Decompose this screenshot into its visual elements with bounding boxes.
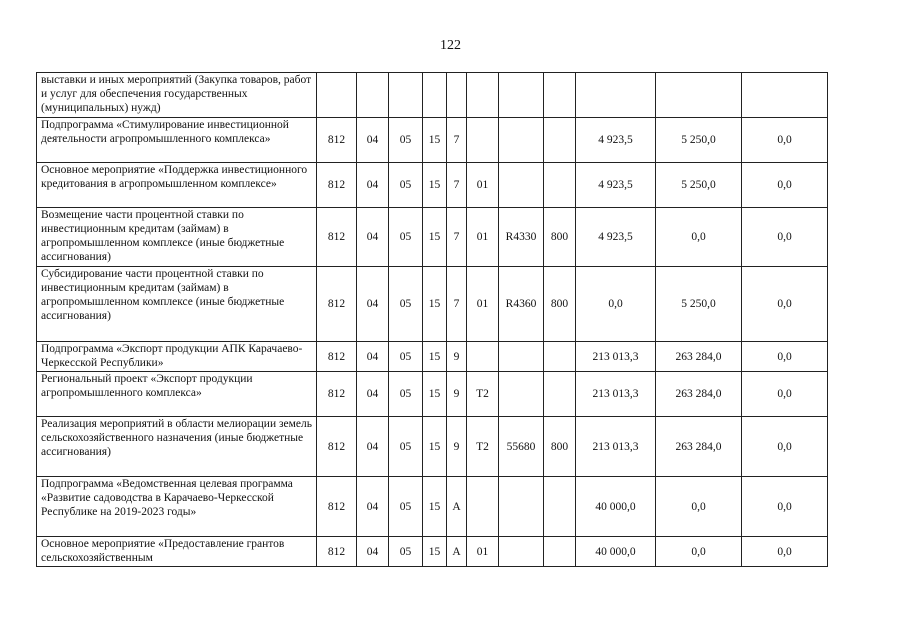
code-program: 15 bbox=[423, 372, 447, 417]
amount-year-3: 0,0 bbox=[742, 342, 828, 372]
code-subsection: 05 bbox=[389, 372, 423, 417]
code-subprogram: 7 bbox=[447, 163, 467, 208]
amount-year-1: 213 013,3 bbox=[576, 372, 656, 417]
code-ministry: 812 bbox=[317, 267, 357, 342]
row-name: Региональный проект «Экспорт продукции агропромышленного комплекса» bbox=[37, 372, 317, 417]
code-program bbox=[423, 73, 447, 118]
code-expense-type bbox=[544, 73, 576, 118]
amount-year-3: 0,0 bbox=[742, 417, 828, 477]
amount-year-3: 0,0 bbox=[742, 118, 828, 163]
code-direction bbox=[499, 73, 544, 118]
row-name: Основное мероприятие «Поддержка инвестиционного кредитования в агропромышленном комплексе» bbox=[37, 163, 317, 208]
amount-year-2: 0,0 bbox=[656, 477, 742, 537]
amount-year-1: 4 923,5 bbox=[576, 163, 656, 208]
code-expense-type: 800 bbox=[544, 208, 576, 267]
code-program: 15 bbox=[423, 118, 447, 163]
code-direction bbox=[499, 477, 544, 537]
code-direction: 55680 bbox=[499, 417, 544, 477]
code-event: Т2 bbox=[467, 372, 499, 417]
code-expense-type: 800 bbox=[544, 267, 576, 342]
code-program: 15 bbox=[423, 267, 447, 342]
amount-year-3 bbox=[742, 73, 828, 118]
amount-year-1 bbox=[576, 73, 656, 118]
code-direction: R4360 bbox=[499, 267, 544, 342]
code-program: 15 bbox=[423, 417, 447, 477]
amount-year-3: 0,0 bbox=[742, 163, 828, 208]
budget-table bbox=[36, 72, 828, 567]
amount-year-1: 213 013,3 bbox=[576, 342, 656, 372]
row-name: Основное мероприятие «Предоставление грантов сельскохозяйственным bbox=[37, 537, 317, 567]
code-subprogram: 7 bbox=[447, 118, 467, 163]
code-section: 04 bbox=[357, 208, 389, 267]
code-subsection: 05 bbox=[389, 208, 423, 267]
code-direction bbox=[499, 342, 544, 372]
amount-year-1: 4 923,5 bbox=[576, 208, 656, 267]
table-row bbox=[37, 73, 828, 118]
code-ministry: 812 bbox=[317, 208, 357, 267]
code-direction bbox=[499, 372, 544, 417]
amount-year-3: 0,0 bbox=[742, 267, 828, 342]
code-subprogram: 9 bbox=[447, 417, 467, 477]
code-program: 15 bbox=[423, 163, 447, 208]
code-program: 15 bbox=[423, 537, 447, 567]
code-expense-type bbox=[544, 372, 576, 417]
code-section: 04 bbox=[357, 537, 389, 567]
code-section: 04 bbox=[357, 477, 389, 537]
code-subsection bbox=[389, 73, 423, 118]
code-subprogram bbox=[447, 73, 467, 118]
code-ministry: 812 bbox=[317, 477, 357, 537]
amount-year-2: 5 250,0 bbox=[656, 163, 742, 208]
row-name: выставки и иных мероприятий (Закупка товаров, работ и услуг для обеспечения государственных (муниципальных) нужд) bbox=[37, 73, 317, 118]
code-subsection: 05 bbox=[389, 537, 423, 567]
code-subsection: 05 bbox=[389, 342, 423, 372]
code-subsection: 05 bbox=[389, 477, 423, 537]
amount-year-1: 0,0 bbox=[576, 267, 656, 342]
code-subprogram: 9 bbox=[447, 372, 467, 417]
code-section: 04 bbox=[357, 118, 389, 163]
amount-year-2: 0,0 bbox=[656, 208, 742, 267]
code-subprogram: 9 bbox=[447, 342, 467, 372]
code-event: 01 bbox=[467, 208, 499, 267]
code-subsection: 05 bbox=[389, 163, 423, 208]
row-name: Подпрограмма «Экспорт продукции АПК Карачаево-Черкесской Республики» bbox=[37, 342, 317, 372]
code-section: 04 bbox=[357, 267, 389, 342]
code-ministry bbox=[317, 73, 357, 118]
code-direction: R4330 bbox=[499, 208, 544, 267]
code-expense-type: 800 bbox=[544, 417, 576, 477]
table-row bbox=[37, 417, 828, 477]
code-subsection: 05 bbox=[389, 118, 423, 163]
code-event bbox=[467, 118, 499, 163]
table-row bbox=[37, 118, 828, 163]
code-event bbox=[467, 477, 499, 537]
table-row bbox=[37, 342, 828, 372]
amount-year-2: 0,0 bbox=[656, 537, 742, 567]
code-section bbox=[357, 73, 389, 118]
amount-year-2: 263 284,0 bbox=[656, 342, 742, 372]
code-expense-type bbox=[544, 163, 576, 208]
code-ministry: 812 bbox=[317, 537, 357, 567]
amount-year-1: 40 000,0 bbox=[576, 477, 656, 537]
code-ministry: 812 bbox=[317, 372, 357, 417]
code-direction bbox=[499, 537, 544, 567]
amount-year-2 bbox=[656, 73, 742, 118]
row-name: Возмещение части процентной ставки по инвестиционным кредитам (займам) в агропромышленном комплексе (иные бюджетные ассигнования) bbox=[37, 208, 317, 267]
amount-year-1: 4 923,5 bbox=[576, 118, 656, 163]
code-section: 04 bbox=[357, 417, 389, 477]
amount-year-2: 263 284,0 bbox=[656, 417, 742, 477]
code-section: 04 bbox=[357, 163, 389, 208]
code-subprogram: А bbox=[447, 477, 467, 537]
table-row bbox=[37, 372, 828, 417]
row-name: Подпрограмма «Стимулирование инвестиционной деятельности агропромышленного комплекса» bbox=[37, 118, 317, 163]
amount-year-1: 40 000,0 bbox=[576, 537, 656, 567]
code-event: Т2 bbox=[467, 417, 499, 477]
amount-year-1: 213 013,3 bbox=[576, 417, 656, 477]
code-ministry: 812 bbox=[317, 417, 357, 477]
page-number: 122 bbox=[440, 38, 461, 53]
code-event bbox=[467, 73, 499, 118]
code-section: 04 bbox=[357, 342, 389, 372]
code-direction bbox=[499, 118, 544, 163]
amount-year-2: 263 284,0 bbox=[656, 372, 742, 417]
amount-year-2: 5 250,0 bbox=[656, 267, 742, 342]
code-ministry: 812 bbox=[317, 342, 357, 372]
code-subprogram: 7 bbox=[447, 267, 467, 342]
amount-year-3: 0,0 bbox=[742, 372, 828, 417]
code-program: 15 bbox=[423, 208, 447, 267]
table-row bbox=[37, 537, 828, 567]
code-subprogram: 7 bbox=[447, 208, 467, 267]
amount-year-3: 0,0 bbox=[742, 477, 828, 537]
table-row bbox=[37, 208, 828, 267]
code-expense-type bbox=[544, 342, 576, 372]
code-expense-type bbox=[544, 537, 576, 567]
code-subsection: 05 bbox=[389, 417, 423, 477]
table-row bbox=[37, 477, 828, 537]
amount-year-2: 5 250,0 bbox=[656, 118, 742, 163]
code-expense-type bbox=[544, 118, 576, 163]
row-name: Подпрограмма «Ведомственная целевая программа «Развитие садоводства в Карачаево-Черкесской Республике на 2019-2023 годы» bbox=[37, 477, 317, 537]
code-subprogram: А bbox=[447, 537, 467, 567]
code-program: 15 bbox=[423, 477, 447, 537]
row-name: Реализация мероприятий в области мелиорации земель сельскохозяйственного назначения (иные бюджетные ассигнования) bbox=[37, 417, 317, 477]
table-row bbox=[37, 163, 828, 208]
amount-year-3: 0,0 bbox=[742, 537, 828, 567]
code-program: 15 bbox=[423, 342, 447, 372]
code-event bbox=[467, 342, 499, 372]
code-ministry: 812 bbox=[317, 163, 357, 208]
code-event: 01 bbox=[467, 163, 499, 208]
amount-year-3: 0,0 bbox=[742, 208, 828, 267]
code-direction bbox=[499, 163, 544, 208]
code-subsection: 05 bbox=[389, 267, 423, 342]
code-section: 04 bbox=[357, 372, 389, 417]
code-ministry: 812 bbox=[317, 118, 357, 163]
code-event: 01 bbox=[467, 267, 499, 342]
table-row bbox=[37, 267, 828, 342]
code-expense-type bbox=[544, 477, 576, 537]
row-name: Субсидирование части процентной ставки по инвестиционным кредитам (займам) в агропромышленном комплексе (иные бюджетные ассигнования) bbox=[37, 267, 317, 342]
code-event: 01 bbox=[467, 537, 499, 567]
